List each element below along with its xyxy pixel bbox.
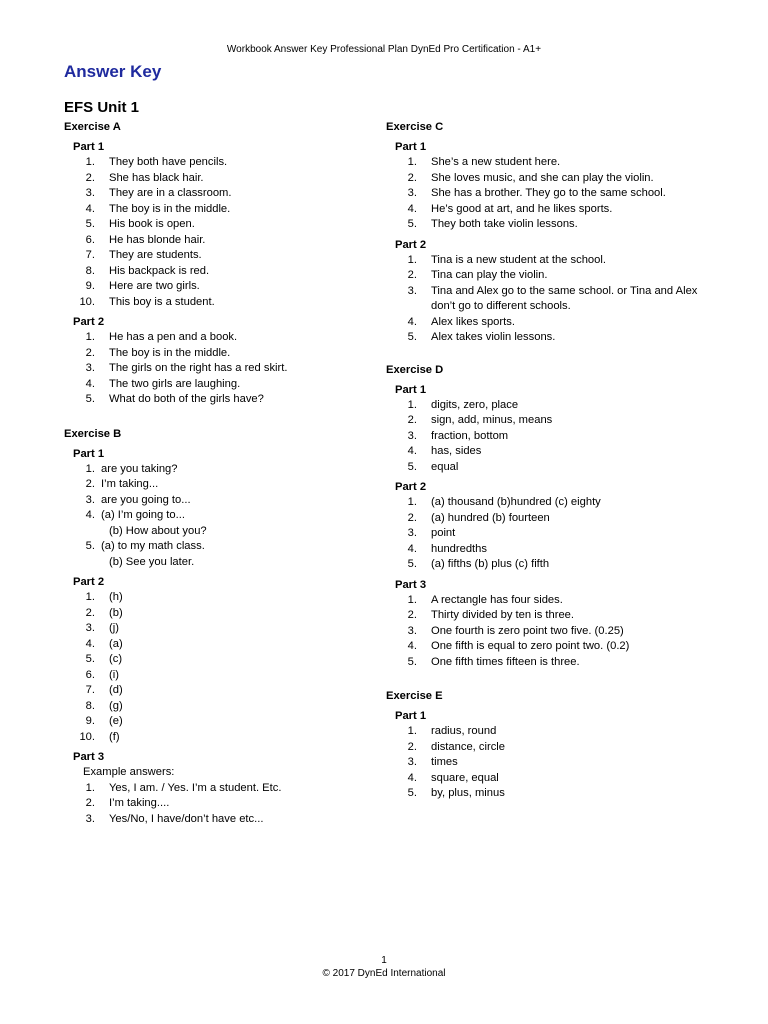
item-number: 4. (407, 202, 417, 215)
item-text: The girls on the right has a red skirt. (109, 362, 288, 374)
list-item (73, 652, 364, 668)
exercise-d-part-3 (395, 577, 704, 671)
item-text: radius, round (431, 725, 497, 737)
item-number: 1. (85, 156, 95, 168)
item-text: (b) How about you? (109, 524, 207, 537)
answer-list (73, 330, 364, 408)
item-number: 1. (85, 591, 95, 603)
part-title: Part 1 (73, 447, 105, 460)
item-number: 2. (85, 478, 95, 490)
list-item (395, 398, 704, 414)
exercise-b-part-2 (73, 574, 364, 745)
item-number: 3. (85, 493, 95, 506)
list-item (73, 590, 364, 606)
item-number: 8. (85, 264, 95, 277)
item-number: 5. (407, 787, 417, 799)
item-number: 3. (85, 187, 95, 199)
answer-list (73, 155, 364, 310)
unit-title: EFS Unit 1 (64, 99, 140, 116)
item-text: sign, add, minus, means (431, 414, 553, 426)
item-text: has, sides (431, 445, 482, 457)
left-column (64, 119, 364, 827)
item-number: 3. (407, 624, 417, 637)
item-number: 1. (407, 156, 417, 168)
item-text: This boy is a student. (109, 295, 215, 308)
item-number: 5. (85, 540, 95, 552)
list-item (73, 217, 364, 233)
part-title: Part 3 (73, 751, 105, 763)
item-text: (j) (109, 622, 119, 634)
item-number: 4. (85, 509, 95, 521)
item-number: 5. (407, 460, 417, 473)
list-item (395, 217, 704, 233)
list-item (395, 186, 704, 202)
item-text: (b) See you later. (109, 555, 195, 568)
item-number: 4. (85, 377, 95, 390)
exercise-b-title: Exercise B (64, 427, 122, 440)
list-item (73, 392, 364, 408)
list-item (73, 781, 364, 797)
item-text: He has blonde hair. (109, 233, 206, 246)
item-text: Here are two girls. (109, 280, 200, 292)
item-number: 2. (85, 171, 95, 184)
item-text: by, plus, minus (431, 787, 505, 799)
item-text: Alex takes violin lessons. (431, 331, 556, 343)
part-title: Part 1 (395, 383, 427, 396)
item-number: 5. (407, 331, 417, 343)
item-number: 1. (85, 331, 95, 343)
item-number: 2. (85, 797, 95, 809)
part-title: Part 1 (395, 710, 427, 722)
item-text: Yes, I am. / Yes. I’m a student. Etc. (109, 781, 282, 794)
item-number: 5. (407, 558, 417, 570)
item-number: 9. (85, 280, 95, 292)
list-item (73, 279, 364, 295)
item-text: His book is open. (109, 218, 195, 230)
item-text: (a) fifths (b) plus (c) fifth (431, 558, 550, 570)
item-text: Thirty divided by ten is three. (431, 609, 575, 621)
item-number: 1. (407, 725, 417, 737)
item-number: 5. (85, 393, 95, 405)
item-text: (a) (109, 637, 123, 650)
item-text: The boy is in the middle. (109, 346, 231, 359)
item-number: 3. (407, 187, 417, 199)
list-item (395, 460, 704, 476)
item-text: (e) (109, 715, 123, 727)
exercise-a-title: Exercise A (64, 121, 121, 133)
list-item (395, 542, 704, 558)
list-item (395, 495, 704, 511)
list-item (395, 413, 704, 429)
list-item (73, 539, 364, 555)
item-text: They both take violin lessons. (431, 218, 578, 230)
item-number: 10. (79, 295, 95, 308)
answer-list (73, 462, 364, 571)
list-item (73, 295, 364, 311)
list-item (395, 511, 704, 527)
item-text: (g) (109, 699, 123, 712)
list-item (73, 508, 364, 524)
item-text: fraction, bottom (431, 429, 509, 442)
exercise-d-part-1 (395, 382, 704, 476)
item-text: (h) (109, 591, 123, 603)
item-text: He has a pen and a book. (109, 331, 238, 343)
item-number: 6. (85, 668, 95, 681)
item-number: 4. (407, 771, 417, 784)
item-text: She has black hair. (109, 171, 204, 184)
item-text: (d) (109, 684, 123, 696)
list-item-sub (73, 524, 364, 540)
list-item (395, 608, 704, 624)
list-item (395, 202, 704, 218)
item-text: (b) (109, 606, 123, 619)
item-text: (a) hundred (b) fourteen (431, 511, 550, 524)
item-number: 4. (407, 640, 417, 652)
list-item (73, 361, 364, 377)
part-title: Part 2 (73, 316, 105, 328)
list-item (73, 186, 364, 202)
item-text: I’m taking.... (109, 797, 170, 809)
item-number: 7. (85, 249, 95, 261)
list-item (395, 724, 704, 740)
item-number: 4. (407, 542, 417, 555)
list-item (395, 253, 704, 269)
exercise-e-part-1 (395, 708, 704, 802)
item-number: 1. (407, 398, 417, 411)
list-item (73, 155, 364, 171)
item-number: 7. (85, 684, 95, 696)
list-item (395, 268, 704, 284)
item-text: digits, zero, place (431, 398, 519, 411)
item-text: The boy is in the middle. (109, 202, 231, 215)
item-text: They both have pencils. (109, 156, 228, 168)
answer-list (395, 593, 704, 671)
item-text: are you taking? (101, 462, 178, 475)
item-text: Tina is a new student at the school. (431, 253, 606, 266)
exercise-c-part-1 (395, 139, 704, 233)
item-text: square, equal (431, 771, 499, 784)
list-item (395, 740, 704, 756)
item-text: She’s a new student here. (431, 156, 561, 168)
exercise-e-title: Exercise E (386, 690, 443, 702)
item-number: 2. (407, 740, 417, 753)
exercise-a-part-2 (73, 314, 364, 408)
item-text: times (431, 756, 458, 768)
list-item-sub (73, 555, 364, 571)
item-number: 2. (85, 606, 95, 619)
item-text: equal (431, 460, 459, 473)
list-item (73, 477, 364, 493)
list-item (395, 429, 704, 445)
list-item (395, 624, 704, 640)
item-text: A rectangle has four sides. (431, 593, 563, 606)
list-item (73, 714, 364, 730)
part-title: Part 2 (73, 576, 105, 588)
page-title: Answer Key (64, 62, 162, 81)
item-text: (c) (109, 653, 123, 665)
running-header: Workbook Answer Key Professional Plan DynEd Pro Certification - A1+ (226, 44, 542, 55)
part-title: Part 2 (395, 238, 427, 251)
item-number: 3. (407, 756, 417, 768)
item-text: She has a brother. They go to the same school. (431, 187, 666, 199)
list-item (73, 668, 364, 684)
item-number: 3. (85, 362, 95, 374)
list-item (73, 233, 364, 249)
item-text: His backpack is red. (109, 264, 210, 277)
item-text: What do both of the girls have? (109, 393, 264, 405)
item-number: 2. (407, 171, 417, 184)
list-item (73, 796, 364, 812)
answer-list (73, 590, 364, 745)
list-item (73, 346, 364, 362)
list-item (73, 171, 364, 187)
item-number: 5. (407, 655, 417, 668)
list-item (73, 699, 364, 715)
item-number: 2. (85, 346, 95, 359)
answer-list (395, 495, 704, 573)
item-number: 3. (407, 527, 417, 539)
item-text: Tina can play the violin. (431, 269, 548, 281)
list-item (395, 526, 704, 542)
item-text: They are students. (109, 249, 202, 261)
list-item (73, 812, 364, 828)
item-number: 1. (85, 781, 95, 794)
exercise-d-part-2 (395, 479, 704, 573)
part-title: Part 3 (395, 578, 427, 591)
exercise-b-part-3 (73, 749, 364, 827)
list-item (73, 462, 364, 478)
list-item (395, 755, 704, 771)
item-text: (a) thousand (b)hundred (c) eighty (431, 496, 601, 508)
item-number: 3. (85, 622, 95, 634)
item-text: are you going to... (101, 493, 191, 506)
exercise-b-part-1 (73, 446, 364, 571)
exercise-d-title: Exercise D (386, 363, 444, 376)
item-number: 10. (79, 730, 95, 743)
list-item (73, 637, 364, 653)
item-text: The two girls are laughing. (109, 377, 241, 390)
answer-list (395, 155, 704, 233)
item-number: 3. (407, 284, 417, 297)
item-text: One fourth is zero point two five. (0.25) (431, 624, 624, 637)
part-title: Part 1 (73, 141, 105, 153)
list-item (395, 593, 704, 609)
item-number: 2. (407, 609, 417, 621)
list-item (73, 202, 364, 218)
item-text: point (431, 527, 456, 539)
list-item (73, 264, 364, 280)
page-number: 1 (381, 955, 387, 966)
list-item (395, 557, 704, 573)
list-item (395, 639, 704, 655)
list-item (73, 730, 364, 746)
item-number: 3. (85, 812, 95, 825)
answer-list (73, 781, 364, 828)
exercise-c-title: Exercise C (386, 121, 444, 133)
item-text: (a) to my math class. (101, 540, 205, 552)
list-item (395, 171, 704, 187)
item-text: Yes/No, I have/don’t have etc... (109, 812, 264, 825)
item-number: 2. (407, 511, 417, 524)
item-number: 6. (85, 233, 95, 246)
item-number: 3. (407, 429, 417, 442)
item-text: One fifth times fifteen is three. (431, 655, 580, 668)
item-text: She loves music, and she can play the violin. (431, 171, 654, 184)
item-number: 1. (85, 462, 95, 475)
list-item (395, 155, 704, 171)
exercise-c-part-2 (395, 237, 704, 346)
item-text: distance, circle (431, 740, 505, 753)
list-item (73, 330, 364, 346)
item-number: 4. (407, 315, 417, 328)
answer-list (395, 724, 704, 802)
list-item (395, 655, 704, 671)
item-text: (i) (109, 668, 119, 681)
part-title: Part 2 (395, 481, 427, 493)
item-number: 4. (407, 445, 417, 457)
list-item (73, 606, 364, 622)
item-number: 4. (85, 202, 95, 215)
item-text: They are in a classroom. (109, 187, 232, 199)
item-text: One fifth is equal to zero point two. (0.2) (431, 640, 630, 652)
item-number: 2. (407, 269, 417, 281)
copyright: © 2017 DynEd International (322, 968, 446, 979)
list-item (395, 284, 704, 315)
item-number: 4. (85, 637, 95, 650)
footer (0, 954, 768, 980)
exercise-a-part-1 (73, 139, 364, 310)
right-column (386, 119, 704, 802)
item-number: 1. (407, 496, 417, 508)
example-note: Example answers: (83, 766, 175, 778)
list-item (395, 771, 704, 787)
item-text: Tina and Alex go to the same school. or Tina and Alex don’t go to different schools. (431, 284, 698, 312)
item-text: I’m taking... (101, 478, 159, 490)
answer-list (395, 253, 704, 346)
item-text: (f) (109, 730, 120, 743)
item-text: He’s good at art, and he likes sports. (431, 202, 613, 215)
list-item (73, 493, 364, 509)
list-item (395, 444, 704, 460)
list-item (395, 786, 704, 802)
item-number: 8. (85, 699, 95, 712)
item-number: 1. (407, 253, 417, 266)
item-number: 5. (407, 218, 417, 230)
list-item (73, 683, 364, 699)
item-number: 2. (407, 414, 417, 426)
list-item (73, 248, 364, 264)
item-text: Alex likes sports. (431, 315, 515, 328)
item-text: hundredths (431, 542, 487, 555)
item-text: (a) I’m going to... (101, 509, 185, 521)
list-item (73, 377, 364, 393)
item-number: 9. (85, 715, 95, 727)
item-number: 5. (85, 218, 95, 230)
answer-list (395, 398, 704, 476)
list-item (395, 330, 704, 346)
item-number: 1. (407, 593, 417, 606)
item-number: 5. (85, 653, 95, 665)
list-item (395, 315, 704, 331)
list-item (73, 621, 364, 637)
part-title: Part 1 (395, 141, 427, 153)
